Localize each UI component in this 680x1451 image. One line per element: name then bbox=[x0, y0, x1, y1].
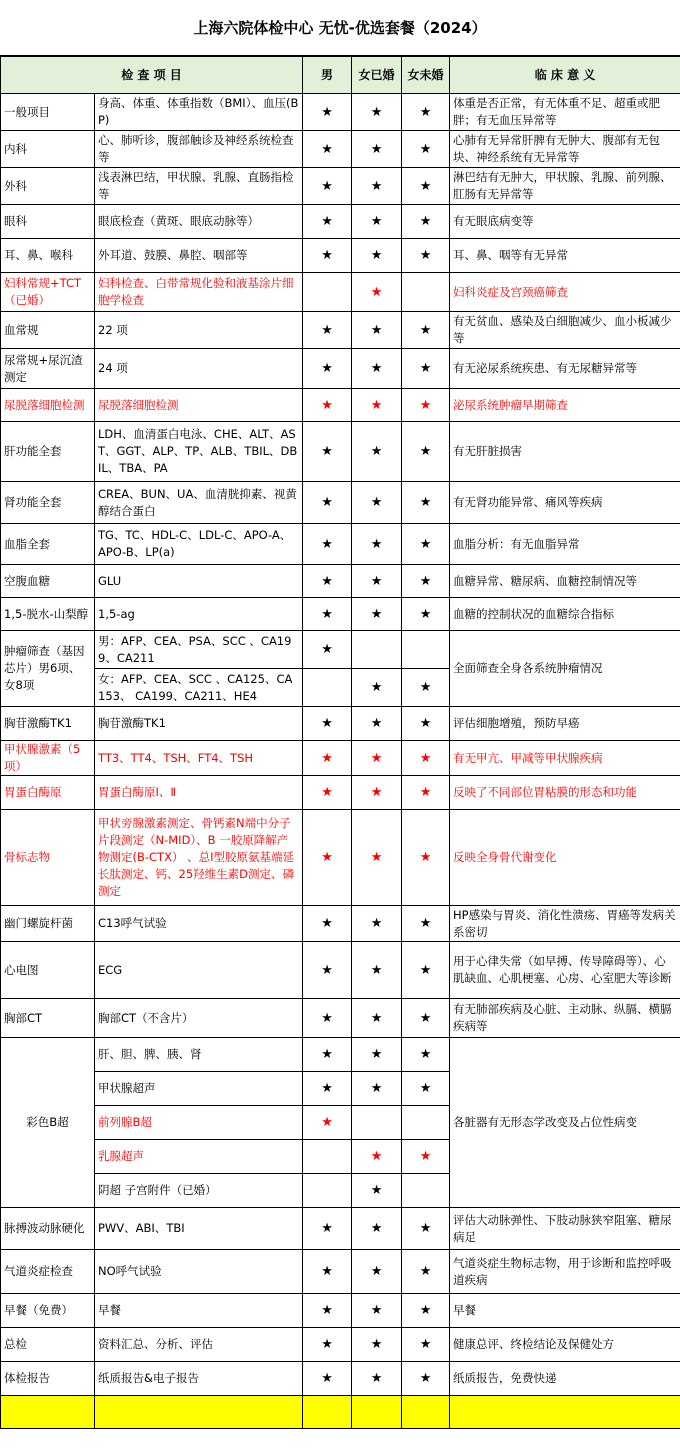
mark-female-unmarried-empty bbox=[402, 1174, 450, 1208]
table-row bbox=[1, 906, 680, 942]
mark-male-empty bbox=[303, 1174, 352, 1208]
mark-female-married: ★ bbox=[352, 1038, 402, 1072]
header-item: 检 查 项 目 bbox=[1, 57, 303, 94]
mark-female-unmarried: ★ bbox=[402, 598, 450, 631]
row-significance: 心肺有无异常肝脾有无肿大、腹部有无包块、神经系统有无异常等 bbox=[450, 131, 680, 168]
mark-female-unmarried: ★ bbox=[402, 422, 450, 482]
mark-female-unmarried: ★ bbox=[402, 999, 450, 1038]
table-row bbox=[1, 422, 680, 482]
mark-male: ★ bbox=[303, 707, 352, 741]
row-detail: 尿脱落细胞检测 bbox=[95, 389, 303, 422]
mark-female-married: ★ bbox=[352, 94, 402, 131]
row-detail: 胃蛋白酶原Ⅰ、Ⅱ bbox=[95, 776, 303, 810]
row-detail: 胸部CT（不含片） bbox=[95, 999, 303, 1038]
mark-male: ★ bbox=[303, 389, 352, 422]
mark-female-married: ★ bbox=[352, 312, 402, 349]
mark-female-unmarried: ★ bbox=[402, 168, 450, 205]
row-category: 气道炎症检查 bbox=[1, 1250, 95, 1294]
row-category: 1,5-脱水-山梨醇 bbox=[1, 598, 95, 631]
mark-male: ★ bbox=[303, 598, 352, 631]
row-detail: 胸苷激酶TK1 bbox=[95, 707, 303, 741]
mark-male: ★ bbox=[303, 776, 352, 810]
mark-female-unmarried: ★ bbox=[402, 1140, 450, 1174]
row-detail: 纸质报告&电子报告 bbox=[95, 1362, 303, 1396]
footer-cell bbox=[1, 1396, 95, 1429]
mark-male: ★ bbox=[303, 205, 352, 239]
mark-female-unmarried: ★ bbox=[402, 1038, 450, 1072]
mark-male: ★ bbox=[303, 565, 352, 598]
mark-female-unmarried: ★ bbox=[402, 1208, 450, 1250]
header-male: 男 bbox=[303, 57, 352, 94]
mark-male: ★ bbox=[303, 94, 352, 131]
row-significance: 体重是否正常，有无体重不足、超重或肥胖；有无血压异常等 bbox=[450, 94, 680, 131]
row-significance: 有无眼底病变等 bbox=[450, 205, 680, 239]
row-category: 胃蛋白酶原 bbox=[1, 776, 95, 810]
mark-male: ★ bbox=[303, 631, 352, 669]
row-significance: 气道炎症生物标志物，用于诊断和监控呼吸道疾病 bbox=[450, 1250, 680, 1294]
row-significance: 反映了不同部位胃粘膜的形态和功能 bbox=[450, 776, 680, 810]
mark-female-married: ★ bbox=[352, 942, 402, 999]
mark-female-unmarried: ★ bbox=[402, 131, 450, 168]
mark-female-married: ★ bbox=[352, 1174, 402, 1208]
row-significance: 耳、鼻、咽等有无异常 bbox=[450, 239, 680, 273]
mark-female-married: ★ bbox=[352, 389, 402, 422]
table-row bbox=[1, 94, 680, 131]
table-row bbox=[1, 565, 680, 598]
mark-female-unmarried: ★ bbox=[402, 1072, 450, 1106]
row-category: 尿脱落细胞检测 bbox=[1, 389, 95, 422]
row-significance: 有无贫血、感染及白细胞减少、血小板减少等 bbox=[450, 312, 680, 349]
row-detail: 外耳道、鼓膜、鼻腔、咽部等 bbox=[95, 239, 303, 273]
mark-male: ★ bbox=[303, 1106, 352, 1140]
mark-female-married: ★ bbox=[352, 776, 402, 810]
row-detail-male: 男：AFP、CEA、PSA、SCC 、CA199、CA211 bbox=[95, 631, 303, 669]
row-significance: 纸质报告，免费快递 bbox=[450, 1362, 680, 1396]
row-significance: 全面筛查全身各系统肿瘤情况 bbox=[450, 631, 680, 707]
row-detail: LDH、血清蛋白电泳、CHE、ALT、AST、GGT、ALP、TP、ALB、TBIL、DBIL、TBA、PA bbox=[95, 422, 303, 482]
row-detail: 资料汇总、分析、评估 bbox=[95, 1328, 303, 1362]
table-row bbox=[1, 389, 680, 422]
mark-male: ★ bbox=[303, 239, 352, 273]
mark-female-married: ★ bbox=[352, 239, 402, 273]
row-significance: 评估细胞增殖，预防早癌 bbox=[450, 707, 680, 741]
mark-female-unmarried: ★ bbox=[402, 1294, 450, 1328]
mark-female-married: ★ bbox=[352, 1250, 402, 1294]
row-significance: HP感染与胃炎、消化性溃疡、胃癌等发病关系密切 bbox=[450, 906, 680, 942]
mark-female-unmarried: ★ bbox=[402, 906, 450, 942]
mark-male: ★ bbox=[303, 1250, 352, 1294]
mark-female-married: ★ bbox=[352, 524, 402, 565]
row-detail: TG、TC、HDL-C、LDL-C、APO-A、APO-B、LP(a) bbox=[95, 524, 303, 565]
mark-female-married: ★ bbox=[352, 131, 402, 168]
row-detail: TT3、TT4、TSH、FT4、TSH bbox=[95, 741, 303, 776]
mark-female-married: ★ bbox=[352, 422, 402, 482]
row-significance: 评估大动脉弹性、下肢动脉狭窄阻塞、糖尿病足 bbox=[450, 1208, 680, 1250]
table-row bbox=[1, 598, 680, 631]
mark-female-unmarried: ★ bbox=[402, 389, 450, 422]
row-category: 彩色B超 bbox=[1, 1038, 95, 1208]
table-row bbox=[1, 1250, 680, 1294]
row-category: 眼科 bbox=[1, 205, 95, 239]
mark-female-unmarried: ★ bbox=[402, 776, 450, 810]
row-category: 内科 bbox=[1, 131, 95, 168]
table-header-row bbox=[1, 57, 680, 94]
row-significance: 血脂分析：有无血脂异常 bbox=[450, 524, 680, 565]
footer-cell bbox=[450, 1396, 680, 1429]
mark-female-married: ★ bbox=[352, 598, 402, 631]
row-significance: 泌尿系统肿瘤早期筛查 bbox=[450, 389, 680, 422]
mark-female-married: ★ bbox=[352, 1140, 402, 1174]
mark-female-married: ★ bbox=[352, 999, 402, 1038]
mark-female-unmarried-empty bbox=[402, 1106, 450, 1140]
row-category: 胸苷激酶TK1 bbox=[1, 707, 95, 741]
mark-male: ★ bbox=[303, 999, 352, 1038]
mark-male-empty bbox=[303, 273, 352, 312]
mark-female-married-empty bbox=[352, 1106, 402, 1140]
row-category: 血常规 bbox=[1, 312, 95, 349]
mark-female-married: ★ bbox=[352, 1328, 402, 1362]
mark-female-married: ★ bbox=[352, 1294, 402, 1328]
mark-female-married: ★ bbox=[352, 669, 402, 707]
row-detail: NO呼气试验 bbox=[95, 1250, 303, 1294]
mark-female-unmarried: ★ bbox=[402, 707, 450, 741]
row-significance: 血糖异常、糖尿病、血糖控制情况等 bbox=[450, 565, 680, 598]
row-detail: 24 项 bbox=[95, 349, 303, 389]
row-detail: 早餐 bbox=[95, 1294, 303, 1328]
row-detail: PWV、ABI、TBI bbox=[95, 1208, 303, 1250]
mark-male: ★ bbox=[303, 422, 352, 482]
mark-female-married: ★ bbox=[352, 168, 402, 205]
row-detail: 1,5-ag bbox=[95, 598, 303, 631]
table-row bbox=[1, 312, 680, 349]
mark-male: ★ bbox=[303, 810, 352, 906]
ultrasound-item: 乳腺超声 bbox=[95, 1140, 303, 1174]
row-detail: C13呼气试验 bbox=[95, 906, 303, 942]
table-row bbox=[1, 1208, 680, 1250]
page-title: 上海六院体检中心 无忧-优选套餐（2024） bbox=[0, 0, 680, 56]
row-category: 胸部CT bbox=[1, 999, 95, 1038]
row-significance: 反映全身骨代谢变化 bbox=[450, 810, 680, 906]
mark-female-unmarried: ★ bbox=[402, 239, 450, 273]
footer-cell bbox=[402, 1396, 450, 1429]
table-row bbox=[1, 1294, 680, 1328]
row-category: 总检 bbox=[1, 1328, 95, 1362]
mark-female-married: ★ bbox=[352, 1072, 402, 1106]
footer-cell bbox=[303, 1396, 352, 1429]
mark-male: ★ bbox=[303, 741, 352, 776]
row-significance: 有无肝脏损害 bbox=[450, 422, 680, 482]
mark-female-married: ★ bbox=[352, 273, 402, 312]
table-row bbox=[1, 1328, 680, 1362]
mark-female-unmarried: ★ bbox=[402, 94, 450, 131]
row-significance: 血糖的控制状况的血糖综合指标 bbox=[450, 598, 680, 631]
row-significance: 有无肺部疾病及心脏、主动脉、纵膈、横膈疾病等 bbox=[450, 999, 680, 1038]
mark-female-married: ★ bbox=[352, 906, 402, 942]
package-table bbox=[0, 56, 680, 1429]
ultrasound-item: 前列腺B超 bbox=[95, 1106, 303, 1140]
mark-female-unmarried: ★ bbox=[402, 312, 450, 349]
ultrasound-item: 甲状腺超声 bbox=[95, 1072, 303, 1106]
mark-female-married: ★ bbox=[352, 741, 402, 776]
row-category: 脉搏波动脉硬化 bbox=[1, 1208, 95, 1250]
row-category: 早餐（免费） bbox=[1, 1294, 95, 1328]
row-detail-female: 女：AFP、CEA、SCC 、CA125、CA153、 CA199、CA211、HE4 bbox=[95, 669, 303, 707]
mark-female-married: ★ bbox=[352, 1208, 402, 1250]
row-detail: 身高、体重、体重指数（BMI）、血压(BP) bbox=[95, 94, 303, 131]
mark-female-married: ★ bbox=[352, 1362, 402, 1396]
table-row bbox=[1, 273, 680, 312]
table-row bbox=[1, 168, 680, 205]
row-category: 外科 bbox=[1, 168, 95, 205]
table-row bbox=[1, 942, 680, 999]
row-category: 幽门螺旋杆菌 bbox=[1, 906, 95, 942]
row-detail: 心、肺听诊，腹部触诊及神经系统检查等 bbox=[95, 131, 303, 168]
table-row bbox=[1, 810, 680, 906]
mark-male: ★ bbox=[303, 1038, 352, 1072]
table-row bbox=[1, 482, 680, 524]
row-category: 肝功能全套 bbox=[1, 422, 95, 482]
mark-female-married: ★ bbox=[352, 482, 402, 524]
mark-male: ★ bbox=[303, 1362, 352, 1396]
row-category: 心电图 bbox=[1, 942, 95, 999]
table-row bbox=[1, 349, 680, 389]
row-detail: 妇科检查、白带常规化验和液基涂片细胞学检查 bbox=[95, 273, 303, 312]
mark-male: ★ bbox=[303, 312, 352, 349]
mark-female-unmarried: ★ bbox=[402, 741, 450, 776]
mark-female-married: ★ bbox=[352, 565, 402, 598]
mark-male: ★ bbox=[303, 1294, 352, 1328]
row-category: 空腹血糖 bbox=[1, 565, 95, 598]
table-row bbox=[1, 741, 680, 776]
table-row bbox=[1, 1038, 680, 1072]
mark-male: ★ bbox=[303, 942, 352, 999]
mark-male: ★ bbox=[303, 1072, 352, 1106]
mark-female-married: ★ bbox=[352, 349, 402, 389]
row-significance: 有无肾功能异常、痛风等疾病 bbox=[450, 482, 680, 524]
ultrasound-item: 阴超 子宫附件（已婚） bbox=[95, 1174, 303, 1208]
row-detail: 眼底检查（黄斑、眼底动脉等） bbox=[95, 205, 303, 239]
footer-cell bbox=[352, 1396, 402, 1429]
table-row bbox=[1, 631, 680, 669]
mark-male: ★ bbox=[303, 168, 352, 205]
mark-female-married: ★ bbox=[352, 810, 402, 906]
mark-female-unmarried: ★ bbox=[402, 942, 450, 999]
table-row bbox=[1, 524, 680, 565]
row-category: 肿瘤筛查（基因芯片）男6项、女8项 bbox=[1, 631, 95, 707]
header-female-married: 女已婚 bbox=[352, 57, 402, 94]
ultrasound-item: 肝、胆、脾、胰、肾 bbox=[95, 1038, 303, 1072]
mark-female-unmarried: ★ bbox=[402, 565, 450, 598]
mark-female-unmarried: ★ bbox=[402, 349, 450, 389]
footer-highlight-row bbox=[1, 1396, 680, 1429]
row-category: 尿常规+尿沉渣测定 bbox=[1, 349, 95, 389]
mark-female-married-empty bbox=[352, 631, 402, 669]
mark-male-empty bbox=[303, 669, 352, 707]
row-significance: 妇科炎症及宫颈癌筛查 bbox=[450, 273, 680, 312]
table-row bbox=[1, 707, 680, 741]
table-row bbox=[1, 205, 680, 239]
mark-female-unmarried: ★ bbox=[402, 524, 450, 565]
mark-male: ★ bbox=[303, 131, 352, 168]
mark-male: ★ bbox=[303, 349, 352, 389]
mark-female-unmarried: ★ bbox=[402, 1362, 450, 1396]
row-significance: 健康总评、终检结论及保健处方 bbox=[450, 1328, 680, 1362]
row-detail: 22 项 bbox=[95, 312, 303, 349]
mark-female-unmarried: ★ bbox=[402, 1250, 450, 1294]
mark-female-married: ★ bbox=[352, 707, 402, 741]
row-significance: 各脏器有无形态学改变及占位性病变 bbox=[450, 1038, 680, 1208]
mark-female-unmarried-empty bbox=[402, 631, 450, 669]
row-category: 体检报告 bbox=[1, 1362, 95, 1396]
row-significance: 淋巴结有无肿大，甲状腺、乳腺、前列腺、肛肠有无异常等 bbox=[450, 168, 680, 205]
row-category: 妇科常规+TCT（已婚） bbox=[1, 273, 95, 312]
row-category: 肾功能全套 bbox=[1, 482, 95, 524]
row-significance: 有无甲亢、甲减等甲状腺疾病 bbox=[450, 741, 680, 776]
row-category: 甲状腺激素（5项） bbox=[1, 741, 95, 776]
row-detail: CREA、BUN、UA、血清胱抑素、视黄醇结合蛋白 bbox=[95, 482, 303, 524]
table-row bbox=[1, 1362, 680, 1396]
row-significance: 早餐 bbox=[450, 1294, 680, 1328]
table-row bbox=[1, 776, 680, 810]
mark-female-unmarried: ★ bbox=[402, 810, 450, 906]
header-female-unmarried: 女未婚 bbox=[402, 57, 450, 94]
mark-female-unmarried-empty bbox=[402, 273, 450, 312]
row-detail: 甲状旁腺激素测定、骨钙素N端中分子片段测定（N-MID）、Β 一胶原降解产物测定(B-CTX） 、总Ⅰ型胶原氨基端延长肽测定、钙、25羟维生素D测定、磷测定 bbox=[95, 810, 303, 906]
row-significance: 有无泌尿系统疾患、有无尿糖异常等 bbox=[450, 349, 680, 389]
footer-cell bbox=[95, 1396, 303, 1429]
mark-female-unmarried: ★ bbox=[402, 1328, 450, 1362]
row-detail: GLU bbox=[95, 565, 303, 598]
row-significance: 用于心律失常（如早搏、传导障碍等）、心肌缺血、心肌梗塞、心房、心室肥大等诊断 bbox=[450, 942, 680, 999]
table-row bbox=[1, 239, 680, 273]
row-detail: ECG bbox=[95, 942, 303, 999]
row-category: 一般项目 bbox=[1, 94, 95, 131]
header-significance: 临 床 意 义 bbox=[450, 57, 680, 94]
mark-male-empty bbox=[303, 1140, 352, 1174]
table-row bbox=[1, 999, 680, 1038]
mark-female-unmarried: ★ bbox=[402, 482, 450, 524]
mark-male: ★ bbox=[303, 1328, 352, 1362]
table-row bbox=[1, 131, 680, 168]
mark-female-unmarried: ★ bbox=[402, 205, 450, 239]
row-category: 骨标志物 bbox=[1, 810, 95, 906]
row-category: 血脂全套 bbox=[1, 524, 95, 565]
mark-male: ★ bbox=[303, 482, 352, 524]
mark-female-unmarried: ★ bbox=[402, 669, 450, 707]
mark-female-married: ★ bbox=[352, 205, 402, 239]
row-category: 耳、鼻、喉科 bbox=[1, 239, 95, 273]
row-detail: 浅表淋巴结，甲状腺、乳腺、直肠指检等 bbox=[95, 168, 303, 205]
mark-male: ★ bbox=[303, 1208, 352, 1250]
mark-male: ★ bbox=[303, 906, 352, 942]
mark-male: ★ bbox=[303, 524, 352, 565]
